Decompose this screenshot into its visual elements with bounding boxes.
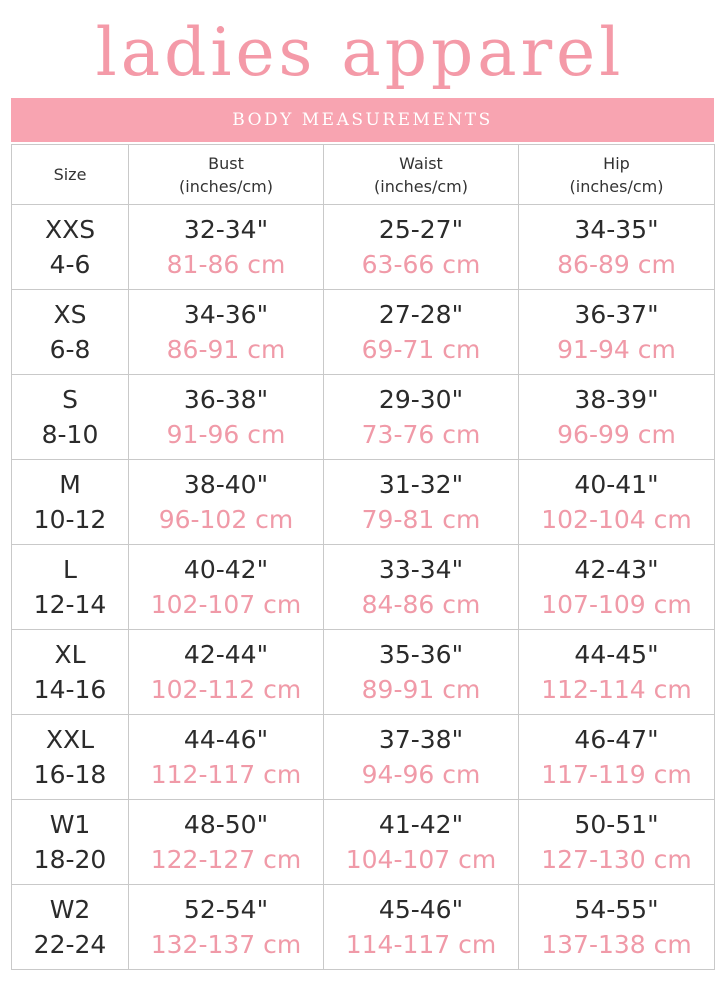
- waist-inches: 37-38": [378, 725, 464, 754]
- hip-inches: 44-45": [574, 640, 659, 669]
- size-cell: [12, 290, 129, 375]
- header-waist-unit: (inches/cm): [374, 176, 468, 196]
- hip-cm: 137-138 cm: [541, 930, 692, 959]
- header-waist-label: Waist: [399, 153, 443, 173]
- size-numeric: 6-8: [49, 335, 91, 364]
- size-cell: [12, 460, 129, 545]
- waist-inches: 33-34": [378, 555, 464, 584]
- table-row: [12, 290, 715, 375]
- header-hip-unit: (inches/cm): [569, 176, 664, 196]
- bust-cm: 102-112 cm: [150, 675, 302, 704]
- header-size-label: Size: [53, 165, 87, 184]
- size-label: M: [59, 470, 81, 499]
- bust-cm: 132-137 cm: [150, 930, 302, 959]
- hip-cell: [519, 885, 715, 970]
- bust-cell: [129, 885, 324, 970]
- waist-cell: [324, 290, 519, 375]
- size-label: XXS: [44, 215, 96, 244]
- table-row: [12, 375, 715, 460]
- bust-inches: 52-54": [183, 895, 269, 924]
- waist-cm: 79-81 cm: [361, 505, 481, 534]
- bust-inches: 42-44": [183, 640, 269, 669]
- size-label: S: [62, 385, 78, 414]
- bust-cm: 81-86 cm: [166, 250, 286, 279]
- header-bust-label: Bust: [208, 153, 244, 173]
- hip-cell: [519, 205, 715, 290]
- hip-inches: 50-51": [574, 810, 659, 839]
- hip-cell: [519, 375, 715, 460]
- bust-cell: [129, 460, 324, 545]
- waist-cell: [324, 375, 519, 460]
- hip-cm: 127-130 cm: [541, 845, 692, 874]
- size-cell: [12, 630, 129, 715]
- size-numeric: 14-16: [33, 675, 107, 704]
- header-row: [12, 145, 715, 205]
- waist-cell: [324, 800, 519, 885]
- table-body: [12, 205, 715, 970]
- waist-inches: 35-36": [378, 640, 464, 669]
- size-chart-table: [11, 144, 715, 970]
- waist-cell: [324, 630, 519, 715]
- hip-cell: [519, 460, 715, 545]
- size-label: XL: [54, 640, 86, 669]
- bust-cell: [129, 205, 324, 290]
- waist-cm: 114-117 cm: [345, 930, 497, 959]
- hip-cell: [519, 545, 715, 630]
- size-numeric: 16-18: [33, 760, 107, 789]
- hip-inches: 46-47": [574, 725, 659, 754]
- waist-cell: [324, 885, 519, 970]
- bust-cell: [129, 715, 324, 800]
- size-numeric: 8-10: [41, 420, 99, 449]
- bust-cm: 122-127 cm: [150, 845, 302, 874]
- hip-inches: 36-37": [574, 300, 659, 329]
- size-label: L: [63, 555, 77, 584]
- waist-cm: 73-76 cm: [361, 420, 481, 449]
- hip-cm: 91-94 cm: [557, 335, 676, 364]
- waist-cell: [324, 715, 519, 800]
- bust-inches: 40-42": [183, 555, 269, 584]
- hip-cm: 117-119 cm: [541, 760, 692, 789]
- bust-cell: [129, 290, 324, 375]
- bust-cell: [129, 630, 324, 715]
- hip-inches: 34-35": [574, 215, 659, 244]
- bust-inches: 38-40": [183, 470, 269, 499]
- bust-cm: 86-91 cm: [166, 335, 286, 364]
- bust-cm: 112-117 cm: [150, 760, 302, 789]
- hip-cm: 112-114 cm: [541, 675, 692, 704]
- size-label: XXL: [45, 725, 95, 754]
- hip-cm: 86-89 cm: [557, 250, 676, 279]
- hip-inches: 54-55": [574, 895, 659, 924]
- header-size: [12, 145, 129, 205]
- table-row: [12, 205, 715, 290]
- waist-inches: 25-27": [378, 215, 464, 244]
- table-row: [12, 630, 715, 715]
- waist-cell: [324, 205, 519, 290]
- bust-inches: 34-36": [183, 300, 269, 329]
- waist-cell: [324, 545, 519, 630]
- table-row: [12, 715, 715, 800]
- bust-cm: 102-107 cm: [150, 590, 302, 619]
- hip-inches: 42-43": [574, 555, 659, 584]
- size-cell: [12, 885, 129, 970]
- hip-cell: [519, 290, 715, 375]
- bust-cm: 91-96 cm: [166, 420, 286, 449]
- size-label: W2: [49, 895, 91, 924]
- table-row: [12, 460, 715, 545]
- waist-inches: 29-30": [378, 385, 464, 414]
- hip-cell: [519, 630, 715, 715]
- header-bust-unit: (inches/cm): [179, 176, 273, 196]
- waist-inches: 45-46": [378, 895, 464, 924]
- waist-cm: 84-86 cm: [361, 590, 481, 619]
- bust-cm: 96-102 cm: [158, 505, 294, 534]
- header-hip-label: Hip: [603, 153, 630, 173]
- hip-inches: 38-39": [574, 385, 659, 414]
- section-banner: BODY MEASUREMENTS: [11, 98, 714, 142]
- hip-cell: [519, 800, 715, 885]
- table-row: [12, 800, 715, 885]
- table-row: [12, 885, 715, 970]
- size-cell: [12, 375, 129, 460]
- waist-cell: [324, 460, 519, 545]
- waist-cm: 69-71 cm: [361, 335, 481, 364]
- waist-inches: 31-32": [378, 470, 464, 499]
- size-cell: [12, 800, 129, 885]
- size-numeric: 12-14: [33, 590, 107, 619]
- header-bust: [129, 145, 324, 205]
- bust-inches: 32-34": [183, 215, 269, 244]
- page-title: ladies apparel: [95, 14, 625, 91]
- waist-cm: 89-91 cm: [361, 675, 481, 704]
- size-numeric: 10-12: [33, 505, 107, 534]
- waist-cm: 94-96 cm: [361, 760, 481, 789]
- waist-inches: 41-42": [378, 810, 464, 839]
- bust-inches: 44-46": [183, 725, 269, 754]
- size-label: XS: [53, 300, 87, 329]
- size-numeric: 22-24: [33, 930, 107, 959]
- bust-inches: 48-50": [183, 810, 269, 839]
- header-hip: [519, 145, 715, 205]
- hip-cm: 102-104 cm: [541, 505, 692, 534]
- hip-cm: 96-99 cm: [557, 420, 676, 449]
- size-label: W1: [49, 810, 91, 839]
- size-numeric: 18-20: [33, 845, 107, 874]
- size-cell: [12, 545, 129, 630]
- hip-inches: 40-41": [574, 470, 659, 499]
- waist-cm: 104-107 cm: [345, 845, 497, 874]
- waist-cm: 63-66 cm: [361, 250, 481, 279]
- bust-cell: [129, 375, 324, 460]
- size-numeric: 4-6: [49, 250, 91, 279]
- table-row: [12, 545, 715, 630]
- hip-cell: [519, 715, 715, 800]
- bust-inches: 36-38": [183, 385, 269, 414]
- size-cell: [12, 715, 129, 800]
- bust-cell: [129, 800, 324, 885]
- size-cell: [12, 205, 129, 290]
- hip-cm: 107-109 cm: [541, 590, 692, 619]
- waist-inches: 27-28": [378, 300, 464, 329]
- bust-cell: [129, 545, 324, 630]
- header-waist: [324, 145, 519, 205]
